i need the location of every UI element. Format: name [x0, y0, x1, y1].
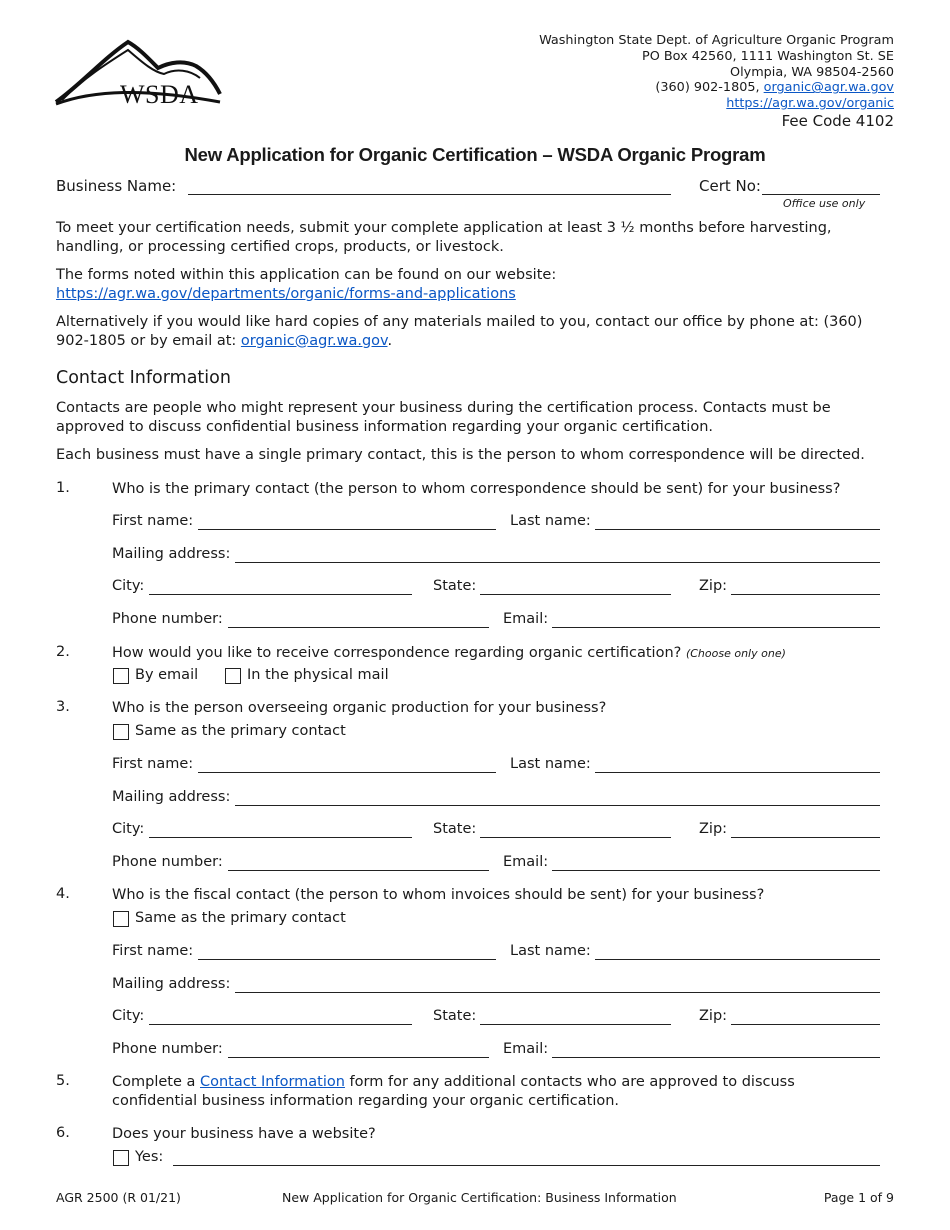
contact-info-heading: Contact Information	[56, 368, 231, 388]
intro-paragraph-2	[56, 266, 898, 303]
business-name-label: Business Name:	[56, 177, 177, 195]
first-name-field[interactable]	[198, 959, 496, 960]
email-field[interactable]	[552, 870, 880, 871]
q3-text: Who is the person overseeing organic production for your business?	[112, 700, 607, 716]
website-field[interactable]	[173, 1165, 880, 1166]
physical-mail-checkbox[interactable]	[225, 668, 241, 684]
state-label: State:	[433, 1008, 477, 1024]
mailing-address-field[interactable]	[235, 992, 880, 993]
page-title: New Application for Organic Certification – WSDA Organic Program	[184, 144, 766, 165]
email-link[interactable]: organic@agr.wa.gov	[763, 80, 894, 96]
zip-field[interactable]	[731, 1024, 880, 1025]
email-field[interactable]	[552, 627, 880, 628]
city-field[interactable]	[149, 837, 412, 838]
footer-form-id: AGR 2500 (R 01/21)	[56, 1190, 181, 1205]
website-link[interactable]: https://agr.wa.gov/organic	[726, 96, 894, 112]
q5-number: 5.	[56, 1073, 70, 1089]
last-name-field[interactable]	[595, 529, 880, 530]
by-email-checkbox[interactable]	[113, 668, 129, 684]
q4-same-label: Same as the primary contact	[135, 910, 346, 926]
first-name-label: First name:	[112, 513, 194, 529]
by-email-label: By email	[135, 667, 199, 683]
state-field[interactable]	[480, 1024, 671, 1025]
q2-text	[112, 644, 786, 664]
zip-label: Zip:	[699, 821, 728, 837]
mailing-address-field[interactable]	[235, 562, 880, 563]
q6-number: 6.	[56, 1125, 70, 1141]
q4-number: 4.	[56, 886, 70, 902]
phone-field[interactable]	[228, 1057, 489, 1058]
contact-paragraph-2: Each business must have a single primary contact, this is the person to whom correspondence will be directed.	[56, 447, 865, 463]
q2-note: (Choose only one)	[685, 647, 786, 660]
city-field[interactable]	[149, 594, 412, 595]
q4-same-checkbox[interactable]	[113, 911, 129, 927]
last-name-field[interactable]	[595, 959, 880, 960]
mailing-address-field[interactable]	[235, 805, 880, 806]
address-line-2: Olympia, WA 98504-2560	[730, 64, 894, 80]
last-name-field[interactable]	[595, 772, 880, 773]
contact-line	[539, 80, 894, 96]
first-name-label: First name:	[112, 756, 194, 772]
q6-text: Does your business have a website?	[112, 1126, 376, 1142]
q2-question: How would you like to receive correspondence regarding organic certification?	[112, 645, 682, 661]
footer-form-title: New Application for Organic Certification: Business Information	[282, 1190, 677, 1205]
city-field[interactable]	[149, 1024, 412, 1025]
first-name-field[interactable]	[198, 772, 496, 773]
footer-page-number: Page 1 of 9	[823, 1190, 894, 1205]
city-label: City:	[112, 578, 145, 594]
zip-label: Zip:	[699, 1008, 728, 1024]
city-label: City:	[112, 1008, 145, 1024]
q3-same-checkbox[interactable]	[113, 724, 129, 740]
email-label: Email:	[503, 611, 549, 627]
q3-same-label: Same as the primary contact	[135, 723, 346, 739]
mailing-address-label: Mailing address:	[112, 546, 231, 562]
website-yes-label: Yes:	[135, 1149, 164, 1165]
phone-field[interactable]	[228, 870, 489, 871]
state-field[interactable]	[480, 594, 671, 595]
state-label: State:	[433, 821, 477, 837]
q3-number: 3.	[56, 699, 70, 715]
intro-p3-end: .	[387, 332, 393, 349]
phone-field[interactable]	[228, 627, 489, 628]
logo-text: WSDA	[120, 80, 199, 109]
city-label: City:	[112, 821, 145, 837]
first-name-field[interactable]	[198, 529, 496, 530]
q1-text: Who is the primary contact (the person to whom correspondence should be sent) for your business?	[112, 481, 841, 497]
office-email-link[interactable]: organic@agr.wa.gov	[240, 332, 388, 349]
office-use-note: Office use only	[783, 197, 866, 210]
phone-label: Phone number:	[112, 854, 223, 870]
phone-label: Phone number:	[112, 1041, 223, 1057]
email-label: Email:	[503, 854, 549, 870]
business-name-field[interactable]	[188, 194, 671, 195]
fee-code: Fee Code 4102	[781, 111, 894, 130]
phone-label: Phone number:	[112, 611, 223, 627]
cert-no-label: Cert No:	[699, 177, 761, 195]
wsda-logo	[54, 38, 224, 112]
first-name-label: First name:	[112, 943, 194, 959]
q2-number: 2.	[56, 644, 70, 660]
mailing-address-label: Mailing address:	[112, 976, 231, 992]
last-name-label: Last name:	[510, 756, 591, 772]
email-field[interactable]	[552, 1057, 880, 1058]
zip-field[interactable]	[731, 594, 880, 595]
forms-link[interactable]: https://agr.wa.gov/departments/organic/forms-and-applications	[56, 285, 516, 302]
intro-paragraph-1: To meet your certification needs, submit your complete application at least 3 ½ months before harvesting, handling, or processing certified crops, products, or livestock.	[56, 220, 832, 255]
state-field[interactable]	[480, 837, 671, 838]
q5-text	[112, 1073, 882, 1110]
contact-paragraph-1: Contacts are people who might represent your business during the certification process. Contacts must be approved to discuss confidential business information regarding your organic certification.	[56, 400, 831, 435]
email-label: Email:	[503, 1041, 549, 1057]
q5-text-after: form for any additional contacts who are approved to discuss confidential business information regarding your organic certification.	[112, 1074, 795, 1109]
physical-mail-label: In the physical mail	[247, 667, 389, 683]
zip-field[interactable]	[731, 837, 880, 838]
q1-number: 1.	[56, 480, 70, 496]
last-name-label: Last name:	[510, 943, 591, 959]
q5-text-before: Complete a	[112, 1074, 200, 1090]
website-yes-checkbox[interactable]	[113, 1150, 129, 1166]
q4-text: Who is the fiscal contact (the person to whom invoices should be sent) for your business?	[112, 887, 765, 903]
intro-paragraph-3	[56, 313, 898, 350]
org-name: Washington State Dept. of Agriculture Organic Program	[539, 33, 894, 48]
last-name-label: Last name:	[510, 513, 591, 529]
org-address-block	[539, 33, 894, 131]
address-line-1: PO Box 42560, 1111 Washington St. SE	[642, 48, 894, 64]
intro-p2-text: The forms noted within this application can be found on our website:	[56, 267, 557, 283]
intro-p3-text: Alternatively if you would like hard copies of any materials mailed to you, contact our office by phone at: (360) 902-1805 or by email at:	[56, 314, 863, 349]
phone-text: (360) 902-1805,	[655, 80, 760, 96]
contact-information-link[interactable]: Contact Information	[199, 1074, 345, 1090]
state-label: State:	[433, 578, 477, 594]
mailing-address-label: Mailing address:	[112, 789, 231, 805]
zip-label: Zip:	[699, 578, 728, 594]
